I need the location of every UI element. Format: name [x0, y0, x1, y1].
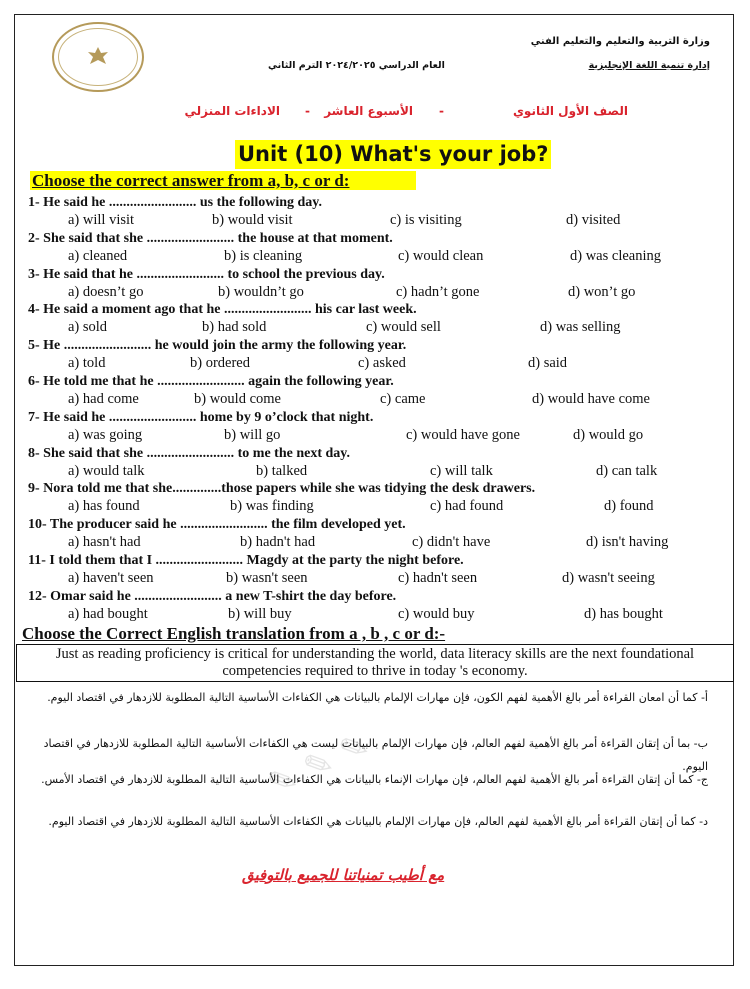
answer-option: d) would go — [573, 426, 644, 443]
answer-option: d) would have come — [532, 391, 650, 407]
week-label: الأسبوع العاشر — [324, 104, 413, 118]
ministry-name: وزارة التربية والتعليم والتعليم الفني — [530, 36, 710, 47]
answer-option: b) hadn't had — [240, 534, 316, 551]
answer-option: d) can talk — [596, 462, 658, 479]
answer-option: b) was finding — [230, 498, 314, 515]
question-stem: 11- I told them that I ......................... Magdy at the party the night before. — [28, 553, 464, 568]
answer-option: c) had found — [430, 498, 504, 515]
translation-option-a: أ- كما أن امعان القراءة أمر بالغ الأهمية لفهم الكون، فإن مهارات الإلمام بالبيانات هي الكفاءات الأساسية التالية المطلوبة للازدهار في اقتصاد اليوم. — [47, 691, 708, 704]
question-stem: 7- He said he ......................... home by 9 o’clock that night. — [28, 409, 374, 425]
answer-option: d) said — [528, 355, 568, 372]
header-dash: - — [305, 104, 310, 118]
answer-option: c) hadn’t gone — [396, 283, 480, 300]
answer-option: d) was selling — [540, 319, 621, 336]
academic-year: العام الدراسي ٢٠٢٤/٢٠٢٥ الترم الثاني — [268, 60, 445, 71]
answer-option: a) will visit — [68, 212, 135, 228]
answer-option: d) found — [604, 498, 654, 515]
question-stem: 4- He said a moment ago that he ......................... his car last week. — [28, 302, 417, 318]
answer-option: a) haven't seen — [68, 570, 154, 586]
grade-label: الصف الأول الثانوي — [512, 104, 628, 118]
question-stem: 6- He told me that he ......................... again the following year. — [28, 374, 394, 389]
answer-option: c) asked — [358, 355, 406, 372]
answer-option: b) talked — [256, 462, 308, 479]
answer-option: a) was going — [68, 426, 143, 443]
answer-option: a) would talk — [68, 462, 145, 479]
svg-text:✎ ✎ ✎: ✎ ✎ ✎ — [261, 724, 376, 806]
answer-option: c) didn't have — [412, 534, 491, 551]
question-stem: 12- Omar said he ......................... a new T-shirt the day before. — [28, 588, 397, 604]
answer-option: d) has bought — [584, 605, 663, 622]
answer-option: a) cleaned — [68, 247, 128, 264]
question-stem: 1- He said he ......................... us the following day. — [28, 195, 323, 210]
ministry-logo — [52, 22, 144, 92]
answer-option: a) had bought — [68, 605, 148, 622]
header-dash: - — [439, 104, 444, 118]
section2-instruction: Choose the Correct English translation from a , b , c or d:- — [22, 624, 446, 643]
answer-option: d) won’t go — [568, 283, 636, 300]
answer-option: d) wasn't seeing — [562, 570, 655, 586]
answer-option: a) has found — [68, 498, 140, 515]
answer-option: c) would clean — [398, 247, 484, 264]
answer-option: b) is cleaning — [224, 247, 303, 264]
assignments-label: الاداءات المنزلي — [184, 104, 280, 118]
answer-option: c) came — [380, 391, 426, 407]
department-name: إدارة تنمية اللغة الإنجليزية — [588, 60, 710, 71]
answer-option: a) doesn’t go — [68, 283, 144, 300]
section1-instruction: Choose the correct answer from a, b, c or d: — [30, 171, 416, 190]
closing-wishes: مع أطيب تمنياتنا للجميع بالتوفيق — [242, 866, 445, 884]
answer-option: a) hasn't had — [68, 534, 141, 551]
translation-option-c: ج- كما أن إتقان القراءة أمر بالغ الأهمية لفهم العالم، فإن مهارات الإنماء بالبيانات هي الكفاءات الأساسية التالية المطلوبة للازدهار في اقتصاد الأمس. — [41, 773, 708, 786]
answer-option: b) will buy — [228, 605, 292, 622]
answer-option: b) had sold — [202, 319, 267, 336]
answer-option: c) will talk — [430, 462, 493, 479]
question-stem: 9- Nora told me that she..............those papers while she was tidying the desk drawers. — [28, 481, 536, 497]
question-stem: 5- He ......................... he would join the army the following year. — [28, 338, 407, 354]
eagle-emblem-icon — [85, 44, 111, 70]
answer-option: b) would come — [194, 391, 281, 407]
unit-title: Unit (10) What's your job? — [235, 140, 551, 169]
answer-option: c) is visiting — [390, 212, 462, 228]
answer-option: b) would visit — [212, 212, 293, 228]
answer-option: c) would have gone — [406, 426, 520, 443]
question-stem: 10- The producer said he ......................... the film developed yet. — [28, 517, 406, 533]
answer-option: c) would buy — [398, 605, 475, 622]
translation-option-d: د- كما أن إتقان القراءة أمر بالغ الأهمية لفهم العالم، فإن مهارات الإلمام بالبيانات هي الكفاءات الأساسية التالية المطلوبة للازدهار في اقتصاد اليوم. — [48, 815, 708, 828]
answer-option: c) hadn't seen — [398, 570, 478, 586]
question-stem: 8- She said that she ......................... to me the next day. — [28, 445, 351, 461]
translation-option-b: ب- بما أن إتقان القراءة أمر بالغ الأهمية لفهم العالم، فإن مهارات الإلمام بالبيانات ليست هي الكفاءات الأساسية التالية المطلوبة للازدهار في اقتصاد اليوم. — [43, 737, 708, 773]
answer-option: a) told — [68, 355, 106, 372]
answer-option: d) isn't having — [586, 534, 669, 551]
answer-option: b) will go — [224, 426, 281, 443]
translation-passage: Just as reading proficiency is critical for understanding the world, data literacy skills are the next foundational competencies required to thrive in today 's economy. — [16, 644, 734, 682]
answer-option: c) would sell — [366, 319, 441, 336]
question-stem: 2- She said that she ......................... the house at that moment. — [28, 230, 393, 246]
answer-option: a) sold — [68, 319, 108, 336]
answer-option: b) wouldn’t go — [218, 283, 304, 300]
question-stem: 3- He said that he ......................... to school the previous day. — [28, 266, 385, 282]
answer-option: d) was cleaning — [570, 247, 661, 264]
answer-option: b) ordered — [190, 355, 250, 372]
answer-option: b) wasn't seen — [226, 570, 308, 586]
answer-option: d) visited — [566, 212, 621, 228]
answer-option: a) had come — [68, 391, 139, 407]
